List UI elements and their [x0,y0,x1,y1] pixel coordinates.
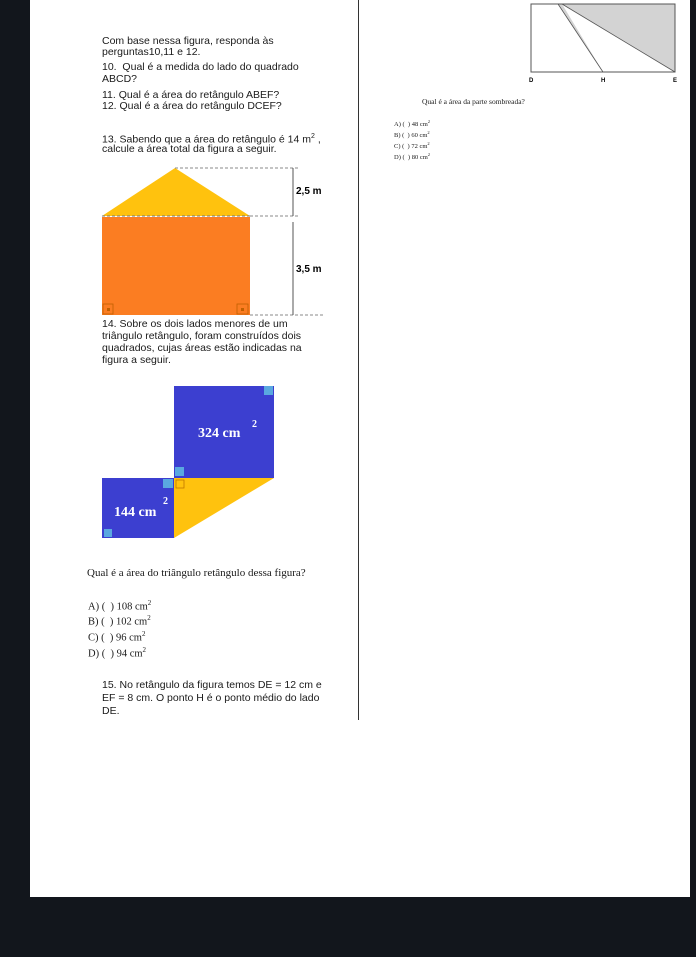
q14-option-d-label: D) ( ) 94 cm [88,648,143,660]
q15-option-b [394,130,430,139]
label-324-sup: 2 [252,419,257,430]
label-e: E [673,78,678,84]
q14-option-b-sup: 2 [147,614,151,622]
label-d: D [529,78,534,84]
q14-option-d-sup: 2 [142,646,147,654]
q15-question: Qual é a área da parte sombreada? [422,97,525,106]
q10-line-1: 10. Qual é a medida do lado do quadrado [102,61,299,73]
q15-line-2: EF = 8 cm. O ponto H é o ponto médio do lado [102,692,320,704]
q15-option-c [394,141,430,150]
q10-line-2: ABCD? [102,73,138,85]
q15-option-a-sup: 2 [427,119,431,124]
q14-option-c-sup: 2 [141,630,146,638]
q14-option-a-sup: 2 [147,599,152,607]
intro-line-1: Com base nessa figura, responda às [102,35,274,47]
q14-option-c-label: C) ( ) 96 cm [88,632,142,644]
q15-option-c-label: C) ( ) 72 cm [394,143,428,151]
q13-line-2: calcule a área total da figura a seguir. [102,143,277,155]
q14-option-a-label: A) ( ) 108 cm [88,601,148,613]
q15-option-d-label: D) ( ) 80 cm [394,154,428,162]
q15-option-b-label: B) ( ) 60 cm [394,132,428,140]
q15-option-b-sup: 2 [427,130,430,135]
q12-text: 12. Qual é a área do retângulo DCEF? [102,100,282,112]
label-2-5m: 2,5 m [296,186,322,197]
label-324: 324 cm [198,426,241,441]
q15-option-a-label: A) ( ) 48 cm [394,121,428,129]
q11-text: 11. Qual é a área do retângulo ABEF? [102,89,280,101]
label-144: 144 cm [114,505,157,520]
q15-line-1: 15. No retângulo da figura temos DE = 12 cm e [102,679,322,691]
q14-question: Qual é a área do triângulo retângulo dessa figura? [87,567,306,579]
q14-option-b-label: B) ( ) 102 cm [88,616,148,628]
intro-line-2: perguntas10,11 e 12. [102,46,201,58]
label-144-sup: 2 [163,496,168,507]
label-3-5m: 3,5 m [296,264,322,275]
q15-option-d-sup: 2 [427,152,431,157]
q14-line-3: quadrados, cujas áreas estão indicadas na [102,342,302,354]
q13-line-1-suffix: , [314,133,321,146]
q14-line-1: 14. Sobre os dois lados menores de um [102,318,288,330]
q15-option-a [394,119,430,128]
q14-line-2: triângulo retângulo, foram construídos dois [102,330,302,342]
q13-line-1-text: 13. Sabendo que a área do retângulo é 14 m [102,133,311,146]
label-h: H [601,78,606,84]
q13-sup: 2 [311,133,315,140]
q15-option-d [394,152,430,161]
q15-line-3: DE. [102,705,120,717]
q14-line-4: figura a seguir. [102,354,171,366]
q15-option-c-sup: 2 [427,141,430,146]
